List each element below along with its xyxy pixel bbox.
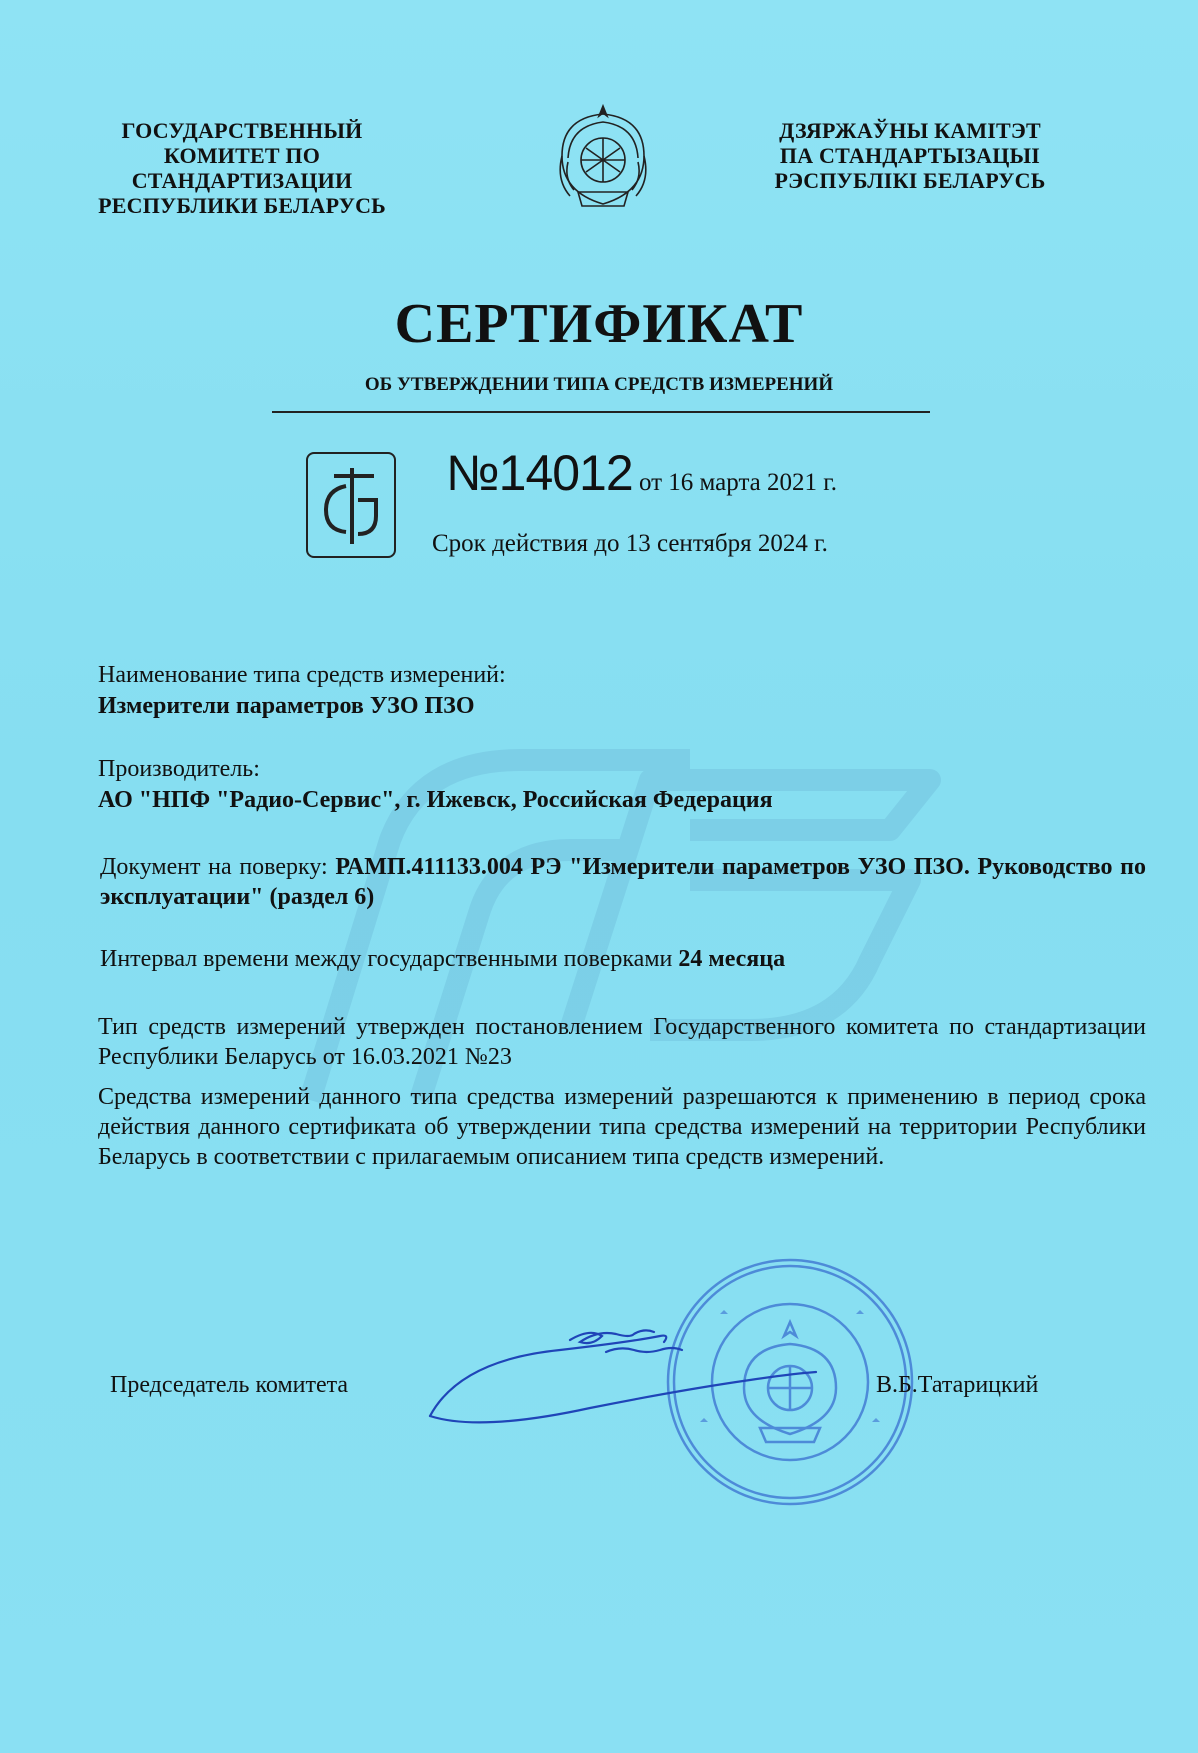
state-emblem-icon <box>548 100 658 212</box>
certificate-number: №14012 <box>446 445 633 501</box>
approval-statement: Тип средств измерений утвержден постановлением Государственного комитета по стандартизации Республики Беларусь от 16.03.2021 №23 <box>98 1014 1146 1070</box>
header-ru-line-3: СТАНДАРТИЗАЦИИ <box>131 168 353 193</box>
header-ru-line-2: КОМИТЕТ ПО <box>163 143 321 168</box>
header-organization-by <box>760 118 1060 193</box>
document-title: СЕРТИФИКАТ <box>394 293 804 355</box>
header-by-line-1: ДЗЯРЖАЎНЫ КАМІТЭТ <box>779 118 1041 143</box>
manufacturer-value: АО "НПФ "Радио-Сервис", г. Ижевск, Российская Федерация <box>98 787 773 813</box>
header-by-line-3: РЭСПУБЛІКІ БЕЛАРУСЬ <box>774 168 1046 193</box>
header-organization-ru <box>82 118 402 218</box>
gosstandart-logo <box>306 452 396 558</box>
verification-value: РАМП.411133.004 РЭ "Измерители параметров УЗО ПЗО. Руководство по эксплуатации" (раздел 6) <box>100 854 1146 910</box>
signatory-name: В.Б.Татарицкий <box>876 1372 1039 1398</box>
signature-icon <box>420 1320 820 1440</box>
header-ru-line-1: ГОСУДАРСТВЕННЫЙ <box>121 118 363 143</box>
manufacturer-label: Производитель: <box>98 756 260 782</box>
certificate-number-line <box>446 444 837 502</box>
certificate-date: от 16 марта 2021 г. <box>632 469 837 496</box>
verification-document <box>100 852 1146 912</box>
permission-statement: Средства измерений данного типа средства измерений разрешаются к применению в период срока действия данного сертификата об утверждении типа средства измерений на территории Республики Беларусь в соответствии с прилагаемым описанием типа средств измерений. <box>98 1084 1146 1170</box>
validity-period: Срок действия до 13 сентября 2024 г. <box>432 530 828 557</box>
title-divider <box>272 411 930 413</box>
header-ru-line-4: РЕСПУБЛИКИ БЕЛАРУСЬ <box>98 193 386 218</box>
header-by-line-2: ПА СТАНДАРТЫЗАЦЫІ <box>779 143 1041 168</box>
verification-interval <box>100 944 1148 974</box>
type-value: Измерители параметров УЗО ПЗО <box>98 693 475 719</box>
verification-label: Документ на поверку: <box>100 854 336 880</box>
interval-label: Интервал времени между государственными поверками <box>100 946 679 972</box>
type-label: Наименование типа средств измерений: <box>98 662 506 688</box>
document-subtitle: ОБ УТВЕРЖДЕНИИ ТИПА СРЕДСТВ ИЗМЕРЕНИЙ <box>364 374 834 395</box>
signatory-role: Председатель комитета <box>110 1372 349 1398</box>
interval-value: 24 месяца <box>678 946 786 972</box>
gosstandart-logo-icon <box>308 454 394 556</box>
